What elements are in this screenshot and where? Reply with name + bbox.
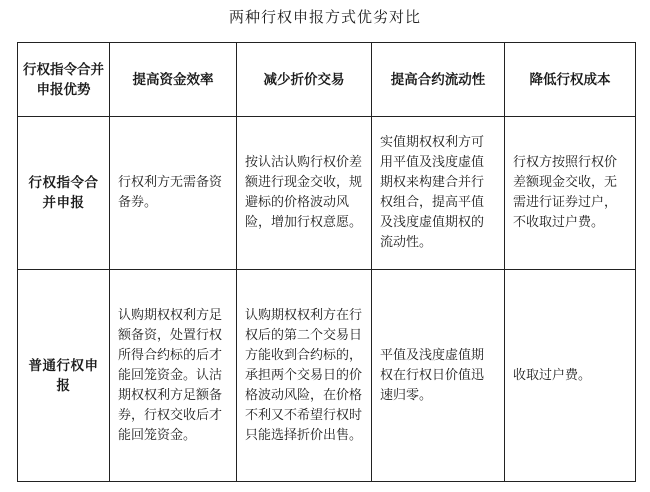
table-row-normal-exercise [18, 270, 636, 482]
column-header-cost: 降低行权成本 [505, 43, 636, 117]
cell-merged-cost: 行权方按照行权价差额现金交收，无需进行证券过户，不收取过户费。 [505, 117, 636, 270]
cell-merged-reduce-discount: 按认沽认购行权价差额进行现金交收，规避标的价格波动风险，增加行权意愿。 [237, 117, 372, 270]
cell-normal-liquidity: 平值及浅度虚值期权在行权日价值迅速归零。 [372, 270, 505, 482]
cell-merged-liquidity: 实值期权权利方可用平值及浅度虚值期权来构建合并行权组合，提高平值及浅度虚值期权的流动性。 [372, 117, 505, 270]
comparison-table [17, 42, 636, 482]
table-row-merged-exercise [18, 117, 636, 270]
corner-header: 行权指令合并申报优势 [18, 43, 110, 117]
row-header-merged-exercise: 行权指令合并申报 [18, 117, 110, 270]
cell-normal-reduce-discount: 认购期权权利方在行权后的第二个交易日方能收到合约标的，承担两个交易日的价格波动风险，在价格不利又不希望行权时只能选择折价出售。 [237, 270, 372, 482]
document-title: 两种行权申报方式优劣对比 [228, 8, 421, 26]
cell-merged-fund-efficiency: 行权利方无需备资备券。 [110, 117, 237, 270]
cell-normal-cost: 收取过户费。 [505, 270, 636, 482]
cell-normal-fund-efficiency: 认购期权权利方足额备资，处置行权所得合约标的后才能回笼资金。认沽期权权利方足额备券，行权交收后才能回笼资金。 [110, 270, 237, 482]
row-header-normal-exercise: 普通行权申报 [18, 270, 110, 482]
column-header-liquidity: 提高合约流动性 [372, 43, 505, 117]
column-header-fund-efficiency: 提高资金效率 [110, 43, 237, 117]
header-row [18, 43, 636, 117]
column-header-reduce-discount: 减少折价交易 [237, 43, 372, 117]
